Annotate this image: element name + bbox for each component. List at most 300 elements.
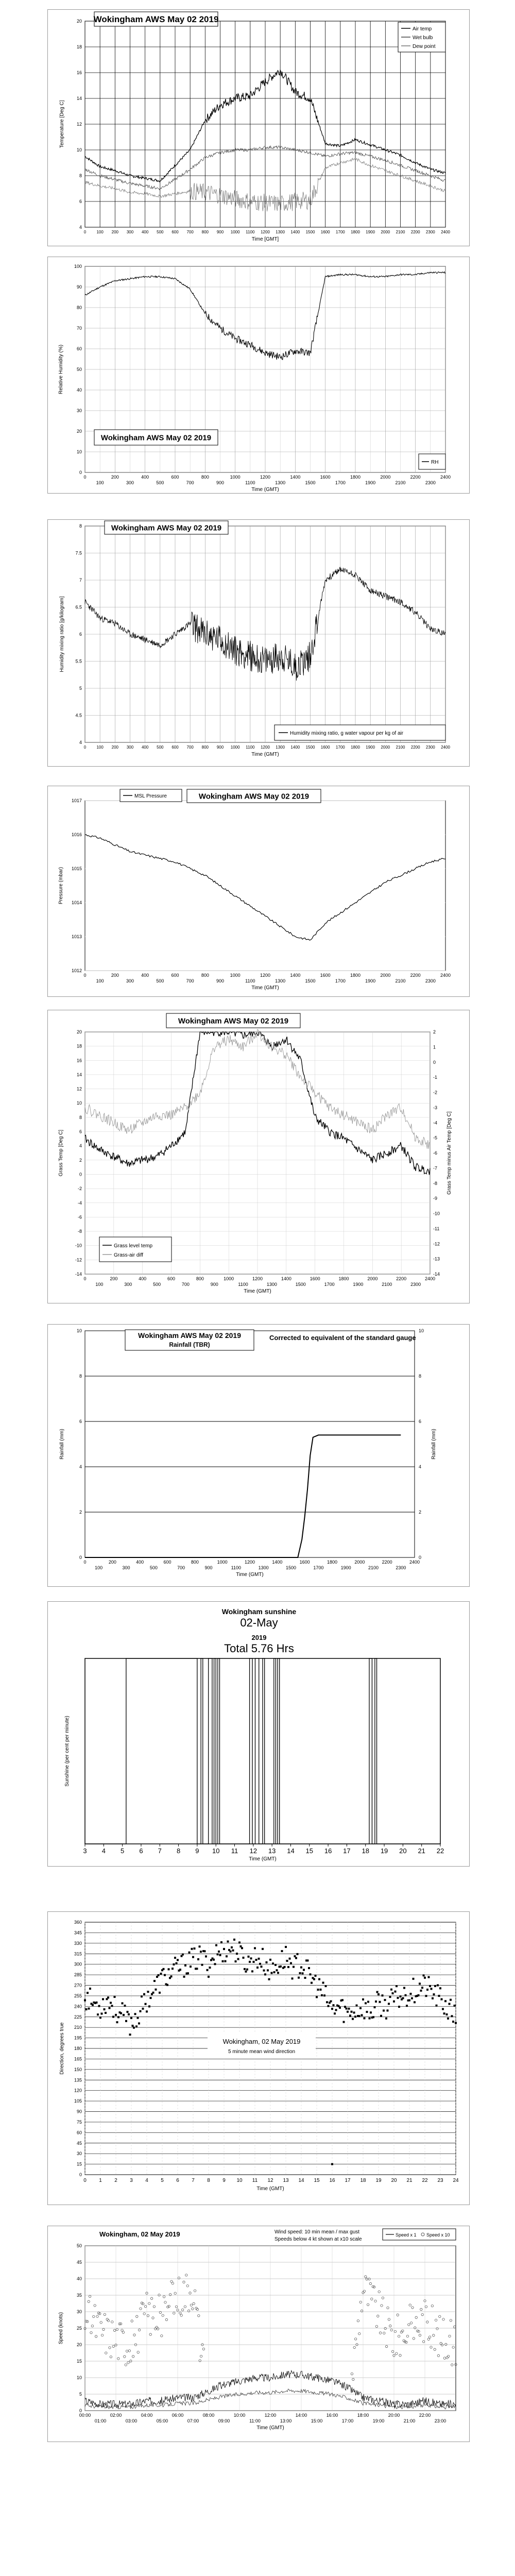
x-tick-label: 24 bbox=[453, 2178, 459, 2183]
x-tick-label: 20 bbox=[399, 1847, 407, 1855]
data-point bbox=[127, 2011, 129, 2013]
data-point bbox=[141, 1995, 143, 1997]
x-tick-label: 100 bbox=[96, 480, 104, 485]
y-tick-label: 10 bbox=[76, 147, 82, 152]
x-tick-label: 2000 bbox=[381, 230, 390, 234]
x-tick-label: 0 bbox=[83, 2178, 87, 2183]
data-point bbox=[115, 2014, 117, 2016]
data-point bbox=[273, 1971, 276, 1973]
x-tick-label: 1400 bbox=[272, 1560, 283, 1565]
y-axis-label: Grass Temp minus Air Temp [Deg C] bbox=[447, 1111, 452, 1195]
x-tick-label: 600 bbox=[171, 474, 179, 480]
data-point bbox=[375, 2001, 377, 2003]
data-point bbox=[135, 2025, 138, 2027]
data-point bbox=[450, 1999, 452, 2001]
y-tick-label: 0 bbox=[79, 1172, 82, 1177]
x-tick-label: 2300 bbox=[425, 978, 436, 984]
data-point bbox=[116, 2021, 118, 2023]
x-tick-label: 7 bbox=[158, 1847, 162, 1855]
data-point bbox=[259, 1963, 261, 1965]
sunshine-chart bbox=[48, 1602, 469, 1866]
data-point bbox=[179, 1969, 181, 1971]
data-point bbox=[194, 1947, 196, 1950]
y-tick-label: -6 bbox=[77, 1214, 82, 1220]
x-tick-label: 2100 bbox=[395, 978, 406, 984]
y-tick-label: 40 bbox=[76, 2276, 82, 2281]
y-tick-label: 2 bbox=[79, 1510, 82, 1515]
data-point bbox=[174, 1957, 176, 1959]
data-point bbox=[364, 2017, 366, 2019]
y2-tick-label: 2 bbox=[433, 1029, 436, 1035]
y-tick-label: 300 bbox=[74, 1961, 82, 1967]
data-point bbox=[334, 2012, 336, 2014]
y-tick-label: 1012 bbox=[71, 968, 82, 973]
y2-tick-label: 8 bbox=[419, 1374, 422, 1379]
x-tick-label: 700 bbox=[186, 230, 194, 234]
x-tick-label: 800 bbox=[201, 474, 209, 480]
x-tick-label: 2000 bbox=[380, 973, 391, 978]
data-point bbox=[182, 1954, 184, 1956]
data-point bbox=[295, 1957, 297, 1959]
x-axis-label: Time (GMT) bbox=[244, 1289, 271, 1294]
data-point bbox=[143, 1993, 145, 1995]
x-tick-label: 900 bbox=[216, 230, 224, 234]
data-point bbox=[429, 1985, 431, 1987]
x-tick-label: 01:00 bbox=[94, 2418, 107, 2424]
y-tick-label: 45 bbox=[76, 2140, 82, 2146]
y-tick-label: 120 bbox=[74, 2088, 82, 2093]
x-tick-label: 10:00 bbox=[233, 2413, 246, 2418]
x-tick-label: 5 bbox=[161, 2178, 164, 2183]
data-point bbox=[323, 1994, 325, 1996]
x-tick-label: 7 bbox=[192, 2178, 195, 2183]
data-point bbox=[150, 1997, 152, 1999]
x-tick-label: 400 bbox=[136, 1560, 144, 1565]
data-point bbox=[220, 1941, 222, 1943]
pressure-chart-panel bbox=[47, 786, 470, 997]
y-tick-label: 8 bbox=[79, 1114, 82, 1120]
data-point bbox=[449, 2003, 451, 2005]
legend-label-3: Dew point bbox=[413, 44, 436, 49]
data-point bbox=[400, 1995, 402, 1997]
x-tick-label: 13 bbox=[268, 1847, 276, 1855]
x-tick-label: 10 bbox=[236, 2178, 243, 2183]
x-tick-label: 2 bbox=[114, 2178, 117, 2183]
data-point bbox=[380, 2015, 382, 2017]
data-point bbox=[356, 2005, 358, 2007]
x-tick-label: 100 bbox=[95, 1282, 104, 1287]
y-tick-label: 70 bbox=[76, 326, 82, 331]
x-tick-label: 14 bbox=[298, 2178, 304, 2183]
data-point bbox=[346, 2008, 348, 2010]
y-tick-label: 4 bbox=[79, 740, 82, 745]
data-point bbox=[287, 1966, 289, 1968]
data-point bbox=[455, 2022, 457, 2024]
data-point bbox=[281, 1950, 283, 1952]
x-tick-label: 400 bbox=[141, 745, 149, 750]
chart-title: Wokingham AWS May 02 2019 bbox=[198, 792, 310, 801]
y-axis-label: Grass Temp [Deg C] bbox=[58, 1129, 64, 1177]
x-tick-label: 1300 bbox=[258, 1565, 269, 1570]
x-tick-label: 8 bbox=[176, 1847, 181, 1855]
data-point bbox=[403, 1987, 405, 1989]
data-point bbox=[245, 1971, 247, 1973]
legend-label-1: Speed x 1 bbox=[396, 2232, 417, 2238]
x-tick-label: 900 bbox=[210, 1282, 218, 1287]
data-point bbox=[249, 1961, 251, 1963]
x-tick-label: 2200 bbox=[410, 745, 420, 750]
y2-tick-label: -10 bbox=[433, 1211, 440, 1216]
data-point bbox=[250, 1957, 252, 1959]
data-point bbox=[414, 2001, 416, 2003]
data-point bbox=[88, 2008, 90, 2010]
grass-temp-chart bbox=[48, 1010, 469, 1303]
x-tick-label: 20 bbox=[391, 2178, 397, 2183]
data-point bbox=[105, 2012, 107, 2014]
y-tick-label: 8 bbox=[79, 173, 82, 178]
x-tick-label: 1100 bbox=[231, 1565, 242, 1570]
data-point bbox=[160, 1973, 162, 1975]
y-tick-label: 150 bbox=[74, 2066, 82, 2072]
data-point bbox=[439, 1987, 441, 1989]
wind-direction-chart bbox=[48, 1912, 469, 2205]
data-point bbox=[424, 1977, 426, 1979]
x-tick-label: 700 bbox=[186, 480, 194, 485]
data-point bbox=[331, 2163, 333, 2165]
data-point bbox=[96, 2002, 98, 2004]
x-tick-label: 18 bbox=[360, 2178, 366, 2183]
x-tick-label: 900 bbox=[216, 978, 225, 984]
x-tick-label: 15:00 bbox=[311, 2418, 323, 2424]
data-point bbox=[269, 1959, 271, 1961]
x-tick-label: 300 bbox=[126, 978, 134, 984]
data-point bbox=[320, 1989, 322, 1991]
x-tick-label: 0 bbox=[83, 1276, 87, 1281]
y-tick-label: -4 bbox=[77, 1200, 82, 1206]
x-tick-label: 800 bbox=[201, 973, 209, 978]
x-tick-label: 9 bbox=[195, 1847, 199, 1855]
data-point bbox=[237, 1958, 239, 1960]
data-point bbox=[294, 1955, 296, 1957]
x-tick-label: 1700 bbox=[335, 230, 345, 234]
data-point bbox=[444, 2000, 447, 2002]
x-tick-label: 03:00 bbox=[125, 2418, 138, 2424]
legend-label-1: Air temp bbox=[413, 26, 432, 32]
y-tick-label: 0 bbox=[79, 2172, 82, 2177]
chart-date: 02-May bbox=[240, 1616, 278, 1629]
x-tick-label: 700 bbox=[186, 745, 194, 750]
y-tick-label: 20 bbox=[76, 2342, 82, 2347]
x-tick-label: 1000 bbox=[217, 1560, 228, 1565]
data-point bbox=[98, 2005, 100, 2007]
x-tick-label: 1800 bbox=[351, 230, 360, 234]
y-tick-label: 4.5 bbox=[75, 713, 82, 718]
data-point bbox=[258, 1958, 260, 1960]
data-point bbox=[410, 1993, 412, 1995]
y2-tick-label: -4 bbox=[433, 1120, 438, 1126]
y2-tick-label: -5 bbox=[433, 1135, 438, 1141]
y-tick-label: 240 bbox=[74, 2004, 82, 2009]
data-point bbox=[184, 1964, 186, 1967]
x-tick-label: 1100 bbox=[246, 745, 255, 750]
x-tick-label: 04:00 bbox=[141, 2413, 153, 2418]
x-tick-label: 3 bbox=[83, 1847, 87, 1855]
data-point bbox=[353, 2011, 355, 2013]
data-point bbox=[358, 2015, 360, 2017]
x-tick-label: 11 bbox=[252, 2178, 258, 2183]
x-tick-label: 2400 bbox=[424, 1276, 436, 1281]
x-tick-label: 1800 bbox=[350, 474, 361, 480]
chart-note-1: Wind speed: 10 min mean / max gust bbox=[274, 2229, 360, 2235]
y2-tick-label: -12 bbox=[433, 1241, 440, 1247]
data-point bbox=[128, 2013, 130, 2015]
data-point bbox=[183, 1976, 185, 1978]
x-axis-label: Time [GMT] bbox=[251, 236, 279, 242]
data-point bbox=[232, 1950, 234, 1952]
x-tick-label: 1200 bbox=[261, 230, 270, 234]
y-tick-label: 15 bbox=[76, 2161, 82, 2167]
x-tick-label: 600 bbox=[163, 1560, 171, 1565]
data-point bbox=[293, 1966, 295, 1968]
data-point bbox=[256, 1967, 259, 1969]
y-tick-label: -14 bbox=[75, 1272, 82, 1277]
temperature-chart bbox=[48, 10, 469, 246]
y-tick-label: 1013 bbox=[71, 934, 82, 939]
data-point bbox=[192, 1956, 194, 1958]
x-tick-label: 1500 bbox=[305, 230, 315, 234]
data-point bbox=[325, 1985, 327, 1987]
data-point bbox=[138, 2022, 140, 2024]
data-point bbox=[286, 1960, 288, 1962]
data-point bbox=[436, 2005, 438, 2007]
y-tick-label: 35 bbox=[76, 2293, 82, 2298]
x-tick-label: 1900 bbox=[366, 230, 375, 234]
y-tick-label: 25 bbox=[76, 2326, 82, 2331]
data-point bbox=[276, 1969, 278, 1971]
pressure-chart bbox=[48, 786, 469, 996]
y-tick-label: 90 bbox=[76, 2109, 82, 2114]
x-tick-label: 300 bbox=[122, 1565, 130, 1570]
x-tick-label: 1600 bbox=[320, 745, 330, 750]
y-tick-label: 5 bbox=[79, 686, 82, 691]
data-point bbox=[147, 1991, 149, 1993]
y-tick-label: 135 bbox=[74, 2077, 82, 2083]
data-point bbox=[97, 2013, 99, 2015]
data-point bbox=[101, 2013, 103, 2015]
x-tick-label: 5 bbox=[121, 1847, 125, 1855]
x-tick-label: 2300 bbox=[410, 1282, 421, 1287]
data-point bbox=[447, 2018, 449, 2020]
y2-tick-label: 0 bbox=[433, 1059, 436, 1065]
y2-tick-label: 0 bbox=[419, 1555, 422, 1560]
y-axis-label: Rainfall (mm) bbox=[431, 1429, 437, 1460]
data-point bbox=[310, 1973, 312, 1975]
data-point bbox=[382, 1994, 384, 1996]
data-point bbox=[110, 2002, 112, 2004]
x-tick-label: 4 bbox=[101, 1847, 106, 1855]
x-axis-label: Time (GMT) bbox=[249, 1856, 277, 1862]
legend-label-2: Speed x 10 bbox=[426, 2232, 450, 2238]
y-tick-label: 285 bbox=[74, 1972, 82, 1978]
x-tick-label: 1800 bbox=[350, 973, 361, 978]
data-point bbox=[396, 1985, 398, 1987]
y-tick-label: 7.5 bbox=[75, 550, 82, 556]
data-point bbox=[300, 1967, 302, 1969]
data-point bbox=[328, 2005, 330, 2007]
data-point bbox=[369, 2018, 371, 2020]
data-point bbox=[347, 2011, 349, 2013]
data-point bbox=[176, 1962, 178, 1964]
x-tick-label: 08:00 bbox=[202, 2413, 215, 2418]
wind-direction-chart-panel bbox=[47, 1911, 470, 2205]
data-point bbox=[335, 2009, 337, 2011]
x-tick-label: 19 bbox=[380, 1847, 388, 1855]
x-tick-label: 15 bbox=[305, 1847, 314, 1855]
data-point bbox=[428, 1976, 430, 1978]
data-point bbox=[153, 1980, 156, 1982]
data-point bbox=[130, 2017, 132, 2019]
y-tick-label: 225 bbox=[74, 2014, 82, 2020]
data-point bbox=[437, 1984, 439, 1986]
data-point bbox=[423, 1974, 425, 1976]
data-point bbox=[370, 2011, 372, 2013]
y-tick-label: 60 bbox=[76, 2130, 82, 2136]
y-tick-label: 315 bbox=[74, 1951, 82, 1957]
data-point bbox=[446, 2013, 448, 2015]
x-tick-label: 400 bbox=[141, 230, 149, 234]
data-point bbox=[311, 1982, 313, 1984]
data-point bbox=[362, 1998, 364, 2001]
data-point bbox=[372, 2016, 374, 2018]
x-tick-label: 200 bbox=[111, 474, 119, 480]
y2-tick-label: 2 bbox=[419, 1510, 422, 1515]
wind-speed-chart-panel bbox=[47, 2226, 470, 2442]
x-tick-label: 2200 bbox=[410, 230, 420, 234]
data-point bbox=[129, 2033, 131, 2036]
data-point bbox=[84, 1999, 86, 2002]
x-tick-label: 800 bbox=[196, 1276, 204, 1281]
x-tick-label: 200 bbox=[111, 230, 119, 234]
x-tick-label: 1200 bbox=[244, 1560, 255, 1565]
x-tick-label: 09:00 bbox=[218, 2418, 230, 2424]
y-tick-label: 10 bbox=[76, 1328, 82, 1333]
x-tick-label: 600 bbox=[171, 230, 179, 234]
data-point bbox=[268, 1978, 270, 1980]
y-tick-label: 10 bbox=[76, 449, 82, 454]
x-tick-label: 1600 bbox=[320, 230, 330, 234]
data-point bbox=[433, 1993, 435, 1995]
legend-label-2: Grass-air diff bbox=[114, 1252, 144, 1258]
data-point bbox=[393, 2001, 395, 2003]
data-point bbox=[374, 2006, 376, 2008]
data-point bbox=[107, 1996, 109, 1998]
x-tick-label: 15 bbox=[314, 2178, 320, 2183]
data-point bbox=[394, 1991, 397, 1993]
data-point bbox=[349, 2014, 351, 2016]
y2-tick-label: -8 bbox=[433, 1180, 438, 1186]
data-point bbox=[421, 1987, 423, 1989]
x-tick-label: 1200 bbox=[261, 745, 270, 750]
x-tick-label: 1100 bbox=[245, 480, 255, 485]
y-axis-label: Speed (knots) bbox=[58, 2312, 64, 2345]
x-tick-label: 2300 bbox=[425, 230, 435, 234]
x-tick-label: 11 bbox=[231, 1847, 238, 1855]
x-tick-label: 1300 bbox=[275, 480, 286, 485]
data-point bbox=[341, 1999, 344, 2001]
x-tick-label: 1000 bbox=[224, 1276, 234, 1281]
x-tick-label: 2300 bbox=[396, 1565, 406, 1570]
data-point bbox=[389, 1996, 391, 1998]
data-point bbox=[251, 1970, 253, 1972]
x-tick-label: 0 bbox=[83, 973, 87, 978]
legend-label-1: RH bbox=[431, 460, 439, 465]
data-point bbox=[298, 1977, 300, 1979]
x-tick-label: 2100 bbox=[395, 480, 406, 485]
x-tick-label: 1900 bbox=[365, 978, 376, 984]
x-tick-label: 1000 bbox=[230, 230, 240, 234]
data-point bbox=[331, 2008, 333, 2010]
data-point bbox=[132, 2025, 134, 2027]
data-point bbox=[367, 2001, 369, 2003]
data-point bbox=[454, 2005, 456, 2007]
data-point bbox=[390, 1989, 392, 1991]
x-tick-label: 1700 bbox=[335, 978, 346, 984]
y-tick-label: 16 bbox=[76, 70, 82, 75]
data-point bbox=[254, 1947, 256, 1949]
data-point bbox=[104, 2008, 106, 2010]
x-tick-label: 1700 bbox=[335, 480, 346, 485]
x-tick-label: 2100 bbox=[396, 230, 405, 234]
data-point bbox=[405, 1994, 407, 1996]
x-tick-label: 13:00 bbox=[280, 2418, 292, 2424]
y-axis-label: Sunshine (per cent per minute) bbox=[64, 1716, 70, 1787]
x-tick-label: 0 bbox=[83, 745, 87, 750]
x-tick-label: 1800 bbox=[338, 1276, 349, 1281]
data-point bbox=[441, 1998, 443, 2001]
data-point bbox=[262, 1948, 264, 1950]
y-tick-label: 180 bbox=[74, 2046, 82, 2051]
y-tick-label: 40 bbox=[76, 387, 82, 393]
chart-title: Wokingham sunshine bbox=[221, 1607, 297, 1616]
x-tick-label: 1900 bbox=[366, 745, 375, 750]
y-tick-label: 4 bbox=[79, 1143, 82, 1149]
y-tick-label: 6 bbox=[79, 632, 82, 637]
x-tick-label: 6 bbox=[139, 1847, 143, 1855]
data-point bbox=[222, 1960, 224, 1962]
data-point bbox=[339, 2007, 341, 2009]
x-tick-label: 1300 bbox=[276, 745, 285, 750]
y-tick-label: 0 bbox=[79, 1555, 82, 1560]
data-point bbox=[359, 2007, 362, 2009]
chart-title: Wokingham AWS May 02 2019 bbox=[111, 523, 222, 533]
x-tick-label: 17 bbox=[345, 2178, 351, 2183]
data-point bbox=[218, 1951, 220, 1953]
x-tick-label: 1600 bbox=[299, 1560, 310, 1565]
data-point bbox=[406, 2005, 408, 2007]
chart-title: Wokingham AWS May 02 2019 bbox=[100, 433, 212, 443]
data-point bbox=[321, 1994, 323, 1996]
x-tick-label: 2200 bbox=[410, 973, 421, 978]
data-point bbox=[266, 1961, 268, 1963]
y-tick-label: 5.5 bbox=[75, 658, 82, 664]
y-tick-label: 210 bbox=[74, 2025, 82, 2030]
x-tick-label: 23:00 bbox=[434, 2418, 447, 2424]
data-point bbox=[230, 1951, 232, 1953]
y2-tick-label: 4 bbox=[419, 1464, 422, 1469]
x-tick-label: 1100 bbox=[245, 978, 255, 984]
y-tick-label: 14 bbox=[76, 1072, 82, 1077]
data-point bbox=[145, 2003, 147, 2005]
